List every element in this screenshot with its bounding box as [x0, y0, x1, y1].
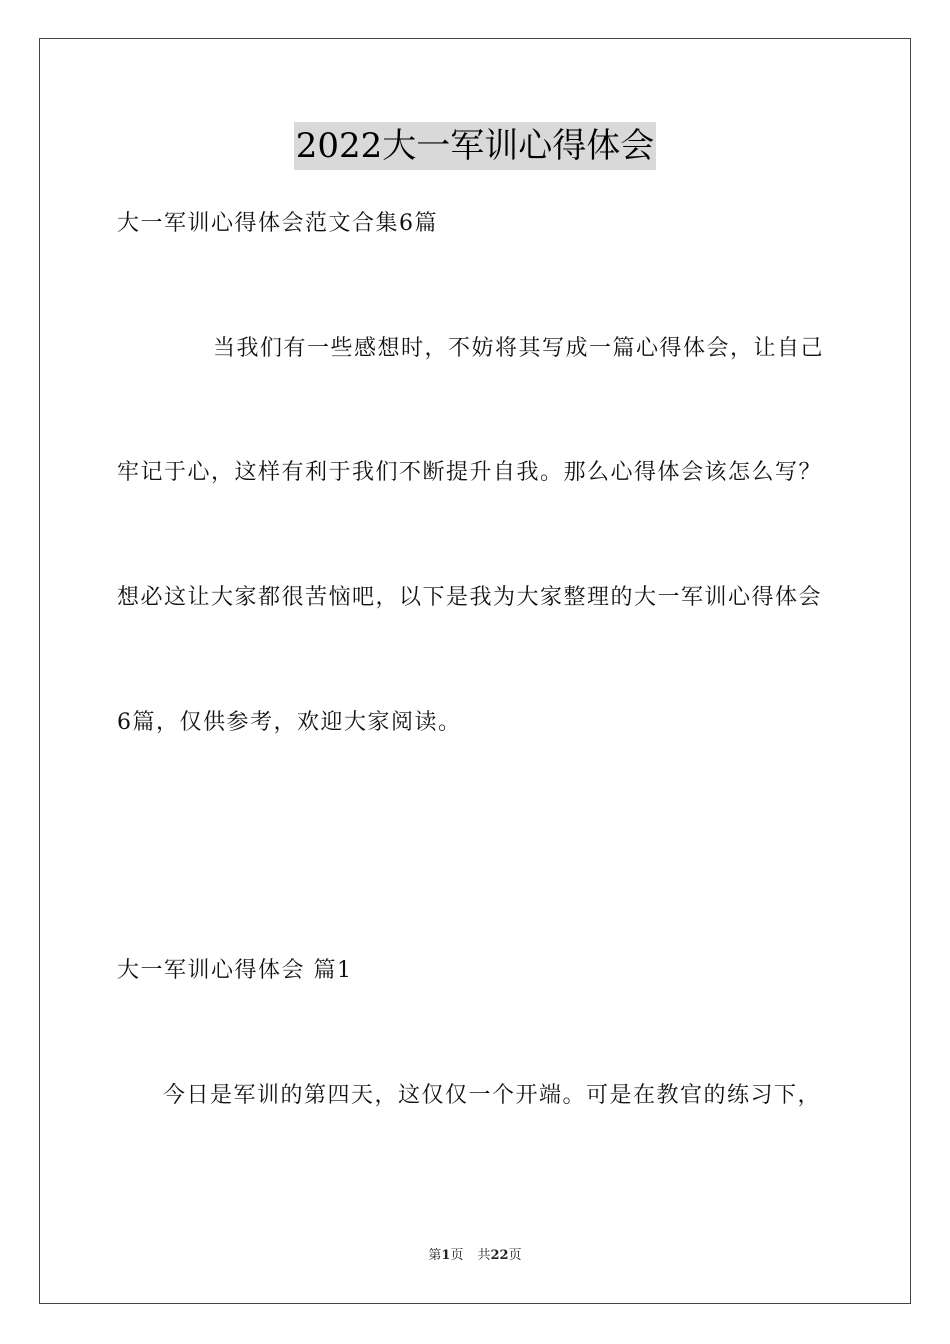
intro-line-4: 6篇，仅供参考，欢迎大家阅读。: [117, 710, 462, 735]
intro-line-2: 牢记于心，这样有利于我们不断提升自我。那么心得体会该怎么写？: [117, 460, 823, 485]
document-subtitle: 大一军训心得体会范文合集6篇: [117, 211, 438, 236]
footer-page-current: 1: [441, 1248, 451, 1263]
section-line-1: 今日是军训的第四天，这仅仅一个开端。可是在教官的练习下，: [163, 1083, 822, 1108]
document-title-wrapper: [0, 122, 950, 170]
footer-page-suffix: 页: [450, 1248, 464, 1263]
intro-line-3: 想必这让大家都很苦恼吧，以下是我为大家整理的大一军训心得体会: [117, 585, 823, 610]
footer-total-prefix: 共: [477, 1248, 491, 1263]
page-footer: [0, 1247, 950, 1265]
section-heading: 大一军训心得体会 篇1: [117, 958, 353, 983]
document-title: 2022大一军训心得体会: [294, 122, 657, 170]
footer-total-pages: 22: [490, 1248, 509, 1263]
footer-page-prefix: 第: [428, 1248, 442, 1263]
intro-line-1: 当我们有一些感想时，不妨将其写成一篇心得体会，让自己: [213, 336, 825, 361]
footer-total-suffix: 页: [508, 1248, 522, 1263]
